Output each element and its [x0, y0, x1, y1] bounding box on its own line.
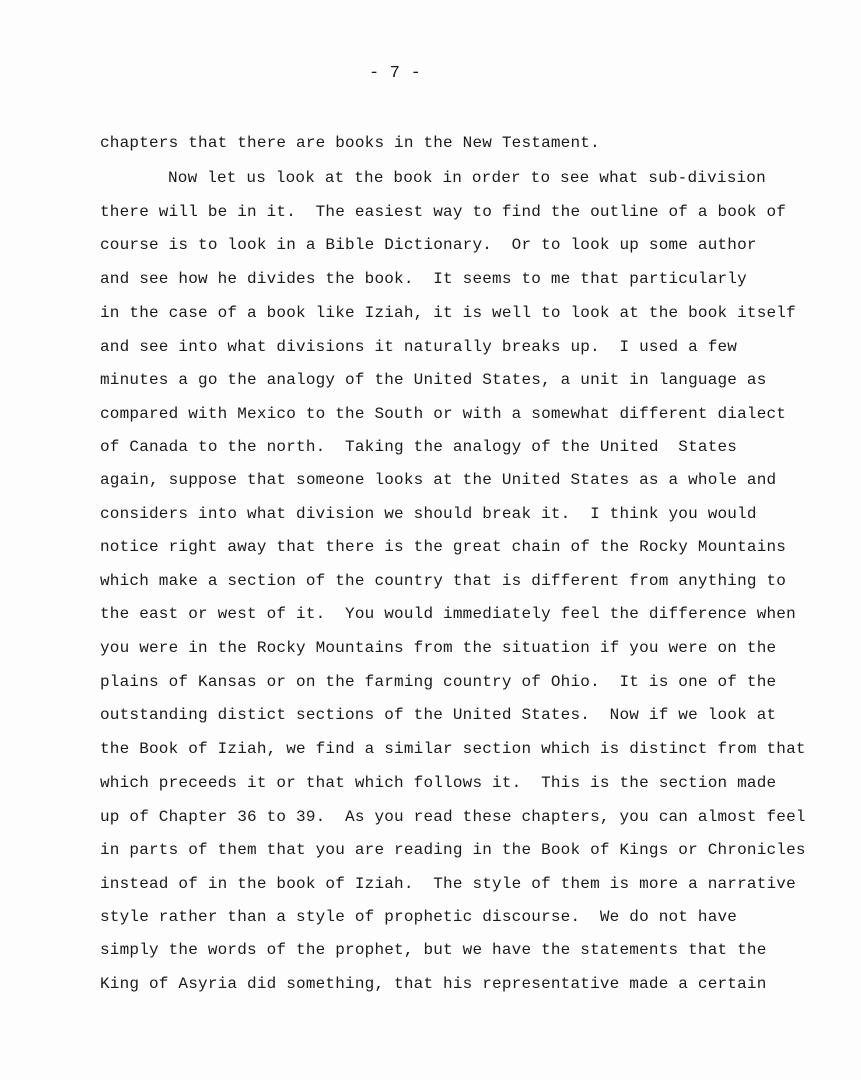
text-line: in the case of a book like Iziah, it is well to look at the book itself [100, 304, 796, 322]
text-line: simply the words of the prophet, but we have the statements that the [100, 941, 767, 959]
text-line: style rather than a style of prophetic discourse. We do not have [100, 908, 738, 926]
page-number: - 7 - [368, 64, 421, 83]
text-line: instead of in the book of Iziah. The style of them is more a narrative [100, 875, 796, 893]
text-line: outstanding distict sections of the United States. Now if we look at [100, 706, 777, 724]
text-line: and see how he divides the book. It seems to me that particularly [100, 270, 747, 288]
text-line: chapters that there are books in the New Testament. [100, 134, 600, 152]
text-line: again, suppose that someone looks at the United States as a whole and [100, 471, 777, 489]
text-line: notice right away that there is the great chain of the Rocky Mountains [100, 538, 787, 556]
text-line: the Book of Iziah, we find a similar section which is distinct from that [100, 740, 806, 758]
text-line: minutes a go the analogy of the United States, a unit in language as [100, 371, 767, 389]
text-line: which preceeds it or that which follows it. This is the section made [100, 774, 777, 792]
text-line: and see into what divisions it naturally breaks up. I used a few [100, 338, 738, 356]
text-line: compared with Mexico to the South or with a somewhat different dialect [100, 405, 787, 423]
text-line: King of Asyria did something, that his representative made a certain [100, 975, 767, 993]
text-line: considers into what division we should break it. I think you would [100, 505, 757, 523]
text-line: course is to look in a Bible Dictionary. Or to look up some author [100, 236, 757, 254]
text-line: you were in the Rocky Mountains from the situation if you were on the [100, 639, 777, 657]
text-line: of Canada to the north. Taking the analogy of the United States [100, 438, 738, 456]
text-line: plains of Kansas or on the farming country of Ohio. It is one of the [100, 673, 777, 691]
text-line: in parts of them that you are reading in the Book of Kings or Chronicles [100, 841, 806, 859]
text-line: up of Chapter 36 to 39. As you read these chapters, you can almost feel [100, 808, 806, 826]
text-line: Now let us look at the book in order to see what sub-division [168, 169, 766, 187]
text-line: there will be in it. The easiest way to find the outline of a book of [100, 203, 787, 221]
text-line: the east or west of it. You would immediately feel the difference when [100, 605, 796, 623]
text-line: which make a section of the country that is different from anything to [100, 572, 787, 590]
